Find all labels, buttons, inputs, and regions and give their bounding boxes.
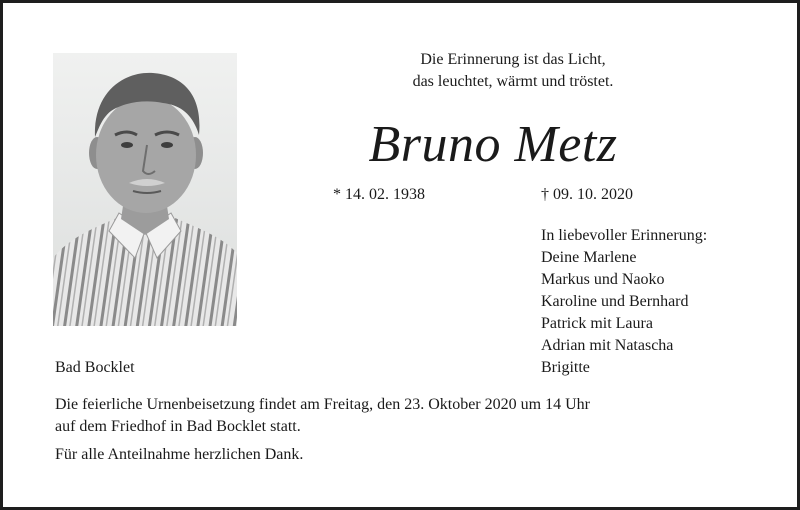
quote-line-2: das leuchtet, wärmt und tröstet. xyxy=(412,73,614,90)
mourner-name: Brigitte xyxy=(541,359,590,376)
memorial-quote xyxy=(343,49,683,93)
place-name: Bad Bocklet xyxy=(55,359,135,376)
mourner-name: Adrian mit Natascha xyxy=(541,337,674,354)
mourners-list xyxy=(541,225,707,379)
mourner-name: Patrick mit Laura xyxy=(541,315,653,332)
mourners-intro: In liebevoller Erinnerung: xyxy=(541,227,708,244)
death-date: † 09. 10. 2020 xyxy=(541,186,633,203)
portrait-photo xyxy=(53,53,237,326)
deceased-name: Bruno Metz xyxy=(368,116,618,173)
ceremony-info xyxy=(55,394,755,466)
mourner-name: Karoline und Bernhard xyxy=(541,293,689,310)
mourner-name: Deine Marlene xyxy=(541,249,637,266)
thanks-text: Für alle Anteilnahme herzlichen Dank. xyxy=(55,446,304,463)
quote-line-1: Die Erinnerung ist das Licht, xyxy=(420,51,606,68)
birth-date: * 14. 02. 1938 xyxy=(333,186,425,203)
portrait-image xyxy=(53,53,237,326)
ceremony-line-2: auf dem Friedhof in Bad Bocklet statt. xyxy=(55,418,301,435)
ceremony-line-1: Die feierliche Urnenbeisetzung findet am Freitag, den 23. Oktober 2020 um 14 Uhr xyxy=(55,396,590,413)
mourner-name: Markus und Naoko xyxy=(541,271,665,288)
